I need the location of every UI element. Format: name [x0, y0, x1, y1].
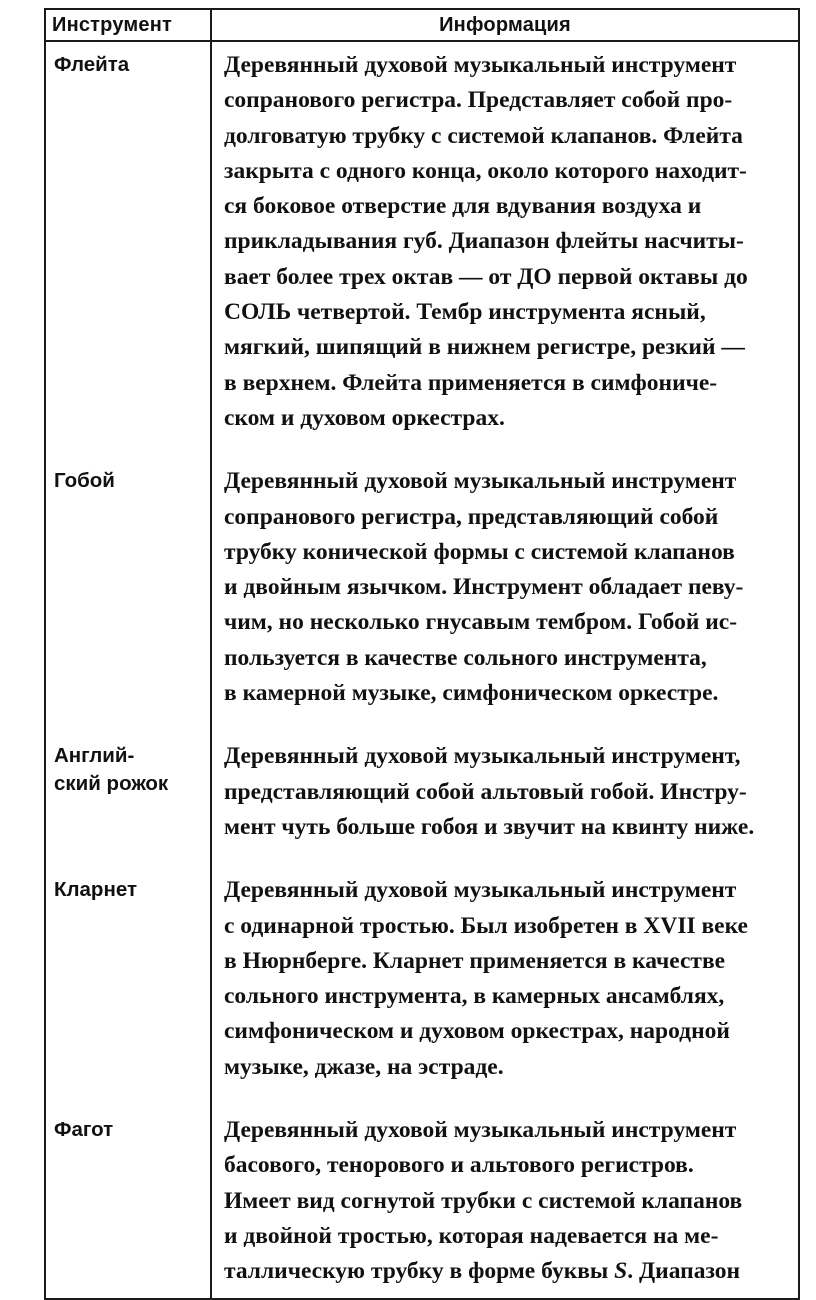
document-page	[44, 8, 798, 1285]
instrument-description: Деревянный духовой музыкальный инструмент сопранового регистра. Представляет собой про- долговатую трубку с системой клапанов. Флейта закрыта с одного конца, около которого находит- ся боковое отверстие для вдувания воздуха и прикладывания губ. Диапазон флейты насчиты- вает более трех октав — от ДО первой октавы до СОЛЬ четвертой. Тембр инструмента ясный, мягкий, шипящий в нижнем регистре, резкий — в верхнем. Флейта применяется в симфониче- ском и духовом оркестрах.	[211, 41, 799, 458]
table-header-row	[45, 9, 799, 41]
table-row	[45, 733, 799, 867]
italic-letter: S	[614, 1258, 628, 1285]
instrument-name: Фагот	[45, 1107, 211, 1298]
header-information: Информация	[211, 9, 799, 41]
table-row	[45, 1107, 799, 1298]
description-line: таллическую трубку в форме буквы S. Диапазон	[224, 1258, 741, 1285]
instrument-description: Деревянный духовой музыкальный инструмент, представляющий собой альтовый гобой. Инстру- мент чуть больше гобоя и звучит на квинту ниже.	[211, 733, 799, 867]
table-row	[45, 458, 799, 733]
header-instrument: Инструмент	[45, 9, 211, 41]
instrument-name: Гобой	[45, 458, 211, 733]
instrument-description: Деревянный духовой музыкальный инструмент басового, тенорового и альтового регистров. Имеет вид согнутой трубки с системой клапанов и двойной тростью, которая надевается на ме- таллическую трубку в форме буквы S. Диапазон	[211, 1107, 799, 1298]
instrument-table	[44, 8, 800, 1300]
table-row	[45, 41, 799, 458]
instrument-name: Флейта	[45, 41, 211, 458]
instrument-description: Деревянный духовой музыкальный инструмент сопранового регистра, представляющий собой трубку конической формы с системой клапанов и двойным язычком. Инструмент обладает певу- чим, но несколько гнусавым тембром. Гобой ис- пользуется в качестве сольного инструмента, в камерной музыке, симфоническом оркестре.	[211, 458, 799, 733]
instrument-name: Англий- ский рожок	[45, 733, 211, 867]
instrument-name: Кларнет	[45, 867, 211, 1107]
instrument-description: Деревянный духовой музыкальный инструмент с одинарной тростью. Был изобретен в XVII веке в Нюрнберге. Кларнет применяется в качестве сольного инструмента, в камерных ансамблях, симфоническом и духовом оркестрах, народной музыке, джазе, на эстраде.	[211, 867, 799, 1107]
table-row	[45, 867, 799, 1107]
